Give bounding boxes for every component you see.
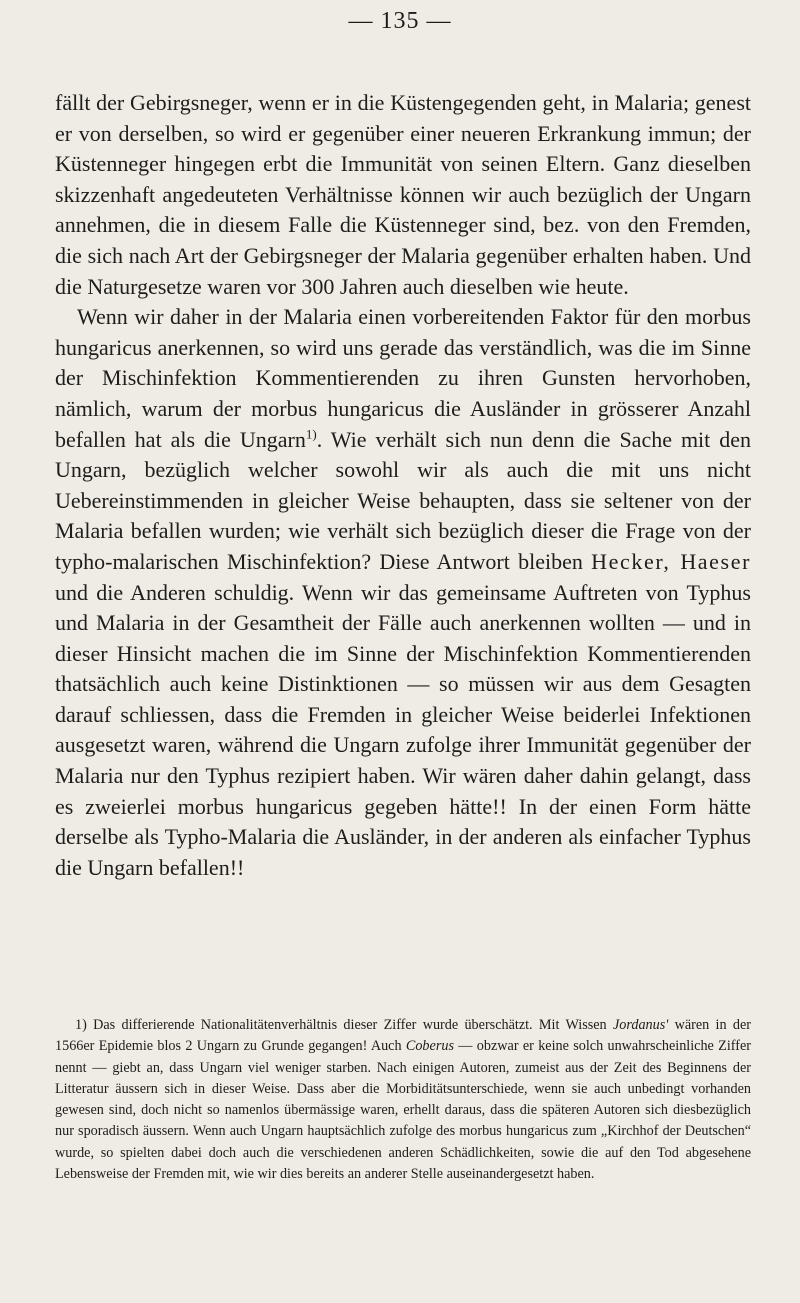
paragraph-2-part-c: und die Anderen schuldig. Wenn wir das gemeinsame Auftreten von Typhus und Malaria in der Gesamtheit der Fälle auch anerkennen wollten — und in dieser Hinsicht machen die im Sinne der Mischinfektion Kommentierenden thatsächlich auch keine Distinktionen — so müssen wir aus dem Gesagten darauf schliessen, dass die Fremden in gleicher Weise beiderlei Infektionen ausgesetzt waren, während die Ungarn zufolge ihrer Immunität gegenüber der Malaria nur den Typhus rezipiert haben. Wir wären daher dahin gelangt, dass es zweierlei morbus hungaricus gegeben hätte!! In der einen Form hätte derselbe als Typho-Malaria die Ausländer, in der anderen als einfacher Typhus die Ungarn befallen!! — [55, 579, 751, 880]
paragraph-2 — [55, 302, 751, 883]
paragraph-2-part-b: . Wie verhält sich nun denn die Sache mit den Ungarn, bezüglich welcher sowohl wir als auch die mit uns nicht Uebereinstimmenden in gleicher Weise behaupten, dass sie seltener von der Malaria befallen wurden; wie verhält sich bezüglich dieser die Frage von der typho-malarischen Mischinfektion? Diese Antwort bleiben — [55, 426, 752, 574]
footnote-text-b: wären in der 1566er Epidemie blos 2 Ungarn zu Grunde gegangen! Auch — [55, 1017, 752, 1055]
footnote-author-jordanus: Jordanus' — [612, 1017, 669, 1033]
footnotes — [55, 1015, 751, 1185]
paragraph-1: fällt der Gebirgsneger, wenn er in die Küstengegenden geht, in Malaria; genest er von derselben, so wird er gegenüber einer neueren Erkrankung immun; der Küstenneger hingegen erbt die Immunität von seinen Eltern. Ganz dieselben skizzenhaft angedeuteten Verhältnisse können wir auch bezüglich der Ungarn annehmen, die in diesem Falle die Küstenneger sind, bez. von den Fremden, die sich nach Art der Gebirgsneger der Malaria gegenüber erhalten haben. Und die Naturgesetze waren vor 300 Jahren auch dieselben wie heute. — [55, 90, 751, 299]
page-number: — 135 — — [348, 8, 452, 34]
footnote-marker: 1) — [75, 1017, 87, 1033]
main-text — [55, 88, 751, 883]
author-names-spaced: Hecker, Haeser — [591, 548, 751, 574]
paragraph-2-part-a: Wenn wir daher in der Malaria einen vorbereitenden Faktor für den morbus hungaricus anerkennen, so wird uns gerade das verständlich, was die im Sinne der Mischinfektion Kommentierenden zu ihren Gunsten hervorhoben, nämlich, warum der morbus hungaricus die Ausländer in grösserer Anzahl befallen hat als die Ungarn — [55, 304, 751, 452]
footnote-text-a: Das differierende Nationalitätenverhältnis dieser Ziffer wurde überschätzt. Mit Wissen — [86, 1017, 613, 1033]
footnote-1 — [55, 1015, 751, 1185]
footnote-text-c: — obzwar er keine solch unwahrscheinliche Ziffer nennt — giebt an, dass Ungarn viel weniger starben. Nach einigen Autoren, zumeist aus der Zeit des Beginnens der Litteratur äussern sich in dieser Weise. Dass aber die Morbiditätsunterschiede, wenn sie auch unbedingt vorhanden gewesen sind, doch nicht so namenlos übermässige waren, erhellt daraus, dass die späteren Autoren sich diesbezüglich nur sporadisch äussern. Wenn auch Ungarn hauptsächlich zufolge des morbus hungaricus zum „Kirchhof der Deutschen“ wurde, so spielten dabei doch auch die verschiedenen anderen Schädlichkeiten, sowie die auf den Tod abgesehene Lebensweise der Fremden mit, wie wir dies bereits an anderer Stelle auseinandergesetzt haben. — [55, 1038, 751, 1183]
footnote-reference: 1) — [305, 426, 317, 442]
footnote-author-coberus: Coberus — [405, 1038, 454, 1055]
